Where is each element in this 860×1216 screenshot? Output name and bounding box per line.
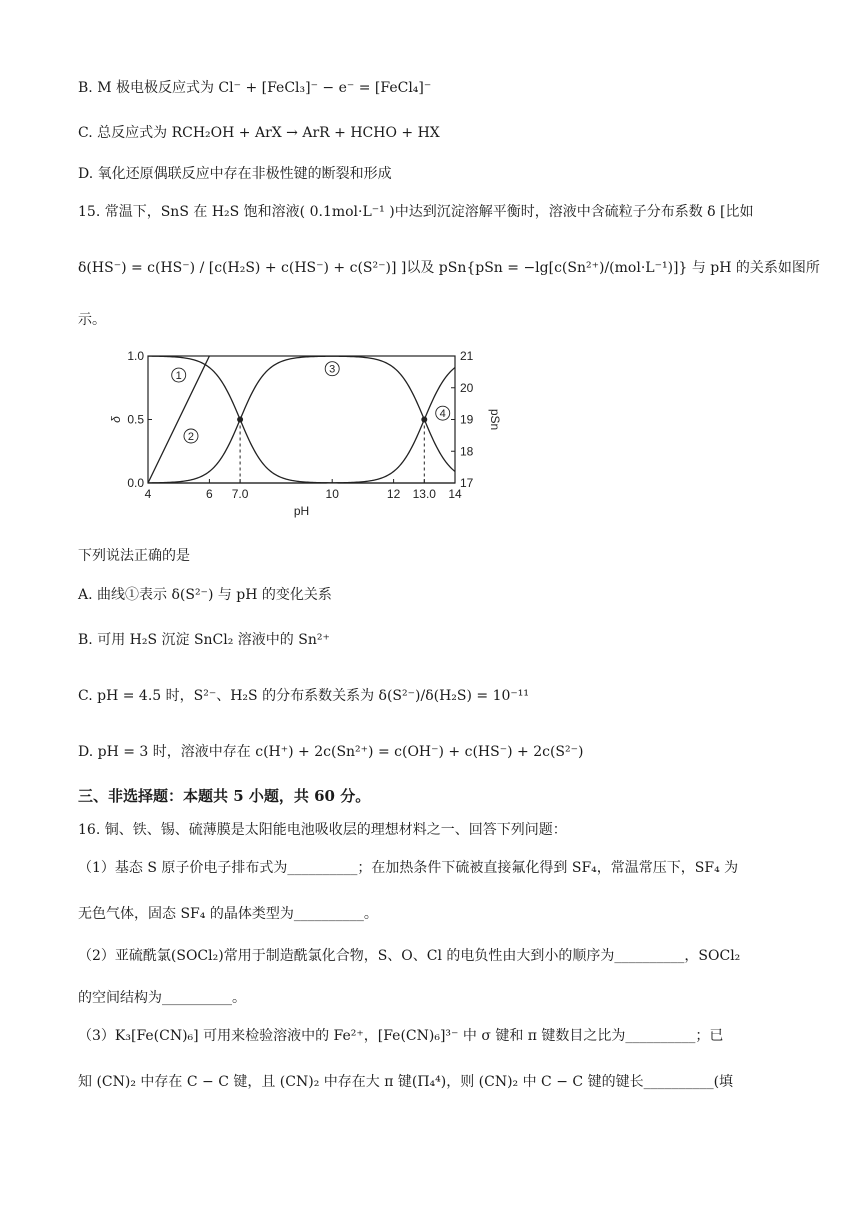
question-16-part3-a: （3）K₃[Fe(CN)₆] 可用来检验溶液中的 Fe²⁺，[Fe(CN)₆]³⁻ 中 σ 键和 π 键数目之比为__________；已 (78, 1028, 724, 1044)
curve-label: 1 (175, 370, 182, 383)
y-tick-label-left: 1.0 (127, 349, 144, 363)
choice-d: D. pH = 3 时，溶液中存在 c(H⁺) + 2c(Sn²⁺) = c(OH⁻) + c(HS⁻) + 2c(S²⁻) (78, 744, 584, 760)
curve-3 (148, 356, 455, 483)
distribution-chart (110, 348, 510, 528)
question-prompt: 下列说法正确的是 (78, 548, 190, 564)
question-16-stem: 16. 铜、铁、锡、硫薄膜是太阳能电池吸收层的理想材料之一、回答下列问题： (78, 822, 567, 838)
question-16-part1-a: （1）基态 S 原子价电子排布式为__________；在加热条件下硫被直接氟化得到 SF₄，常温常压下，SF₄ 为 (78, 860, 739, 876)
chart-svg (110, 348, 510, 528)
y-tick-label-left: 0.0 (127, 476, 144, 490)
y-tick-label-right: 20 (460, 380, 474, 395)
x-tick-label: 13.0 (412, 487, 436, 501)
curve-4 (148, 368, 455, 483)
question-15-stem: 15. 常温下，SnS 在 H₂S 饱和溶液( 0.1mol·L⁻¹ )中达到沉淀溶解平衡时，溶液中含硫粒子分布系数 δ [比如 (78, 204, 754, 220)
curve-label: 2 (187, 431, 195, 444)
curve-1 (148, 356, 455, 483)
y-tick-label-right: 18 (460, 444, 474, 459)
y-tick-label-right: 17 (460, 476, 474, 490)
choice-b: B. 可用 H₂S 沉淀 SnCl₂ 溶液中的 Sn²⁺ (78, 632, 330, 648)
plot-frame (148, 356, 455, 483)
x-tick-label: 10 (325, 487, 339, 501)
x-axis-label: pH (293, 504, 310, 518)
x-tick-label: 14 (448, 487, 462, 501)
question-16-part2-a: （2）亚硫酰氯(SOCl₂)常用于制造酰氯化合物，S、O、Cl 的电负性由大到小的顺序为__________，SOCl₂ (78, 948, 741, 964)
x-tick-label: 4 (144, 487, 152, 501)
intersection-point (421, 417, 427, 423)
option-c-line: C. 总反应式为 RCH₂OH + ArX → ArR + HCHO + HX (78, 125, 440, 141)
curve-label: 3 (329, 363, 336, 376)
choice-c: C. pH = 4.5 时，S²⁻、H₂S 的分布系数关系为 δ(S²⁻)/δ(H₂S) = 10⁻¹¹ (78, 688, 530, 704)
question-15-formula: δ(HS⁻) = c(HS⁻) / [c(H₂S) + c(HS⁻) + c(S²⁻)] ]以及 pSn{pSn = −lg[c(Sn²⁺)/(mol·L⁻¹)]} 与 pH 的关系如图所 (78, 260, 820, 276)
question-16-part3-b: 知 (CN)₂ 中存在 C − C 键，且 (CN)₂ 中存在大 π 键(Π₄⁴)，则 (CN)₂ 中 C − C 键的键长__________(填 (78, 1074, 734, 1090)
x-tick-label: 6 (206, 487, 213, 501)
y-axis-label-left: δ (110, 416, 123, 423)
question-16-part2-b: 的空间结构为__________。 (78, 990, 246, 1006)
question-15-end: 示。 (78, 312, 106, 328)
y-tick-label-left: 0.5 (127, 412, 144, 427)
option-b-line: B. M 极电极反应式为 Cl⁻ + [FeCl₃]⁻ − e⁻ = [FeCl₄]⁻ (78, 80, 432, 96)
choice-a: A. 曲线①表示 δ(S²⁻) 与 pH 的变化关系 (78, 587, 332, 603)
option-d-line: D. 氧化还原偶联反应中存在非极性键的断裂和形成 (78, 166, 392, 182)
section-heading: 三、非选择题：本题共 5 小题，共 60 分。 (78, 787, 371, 805)
curve-label: 4 (439, 408, 446, 421)
question-16-part1-b: 无色气体，固态 SF₄ 的晶体类型为__________。 (78, 906, 378, 922)
y-tick-label-right: 19 (460, 412, 474, 427)
intersection-point (237, 417, 243, 423)
y-tick-label-right: 21 (460, 349, 474, 363)
x-tick-label: 12 (386, 487, 401, 501)
y-axis-label-right: pSn (488, 408, 502, 431)
x-tick-label: 7.0 (231, 487, 249, 501)
